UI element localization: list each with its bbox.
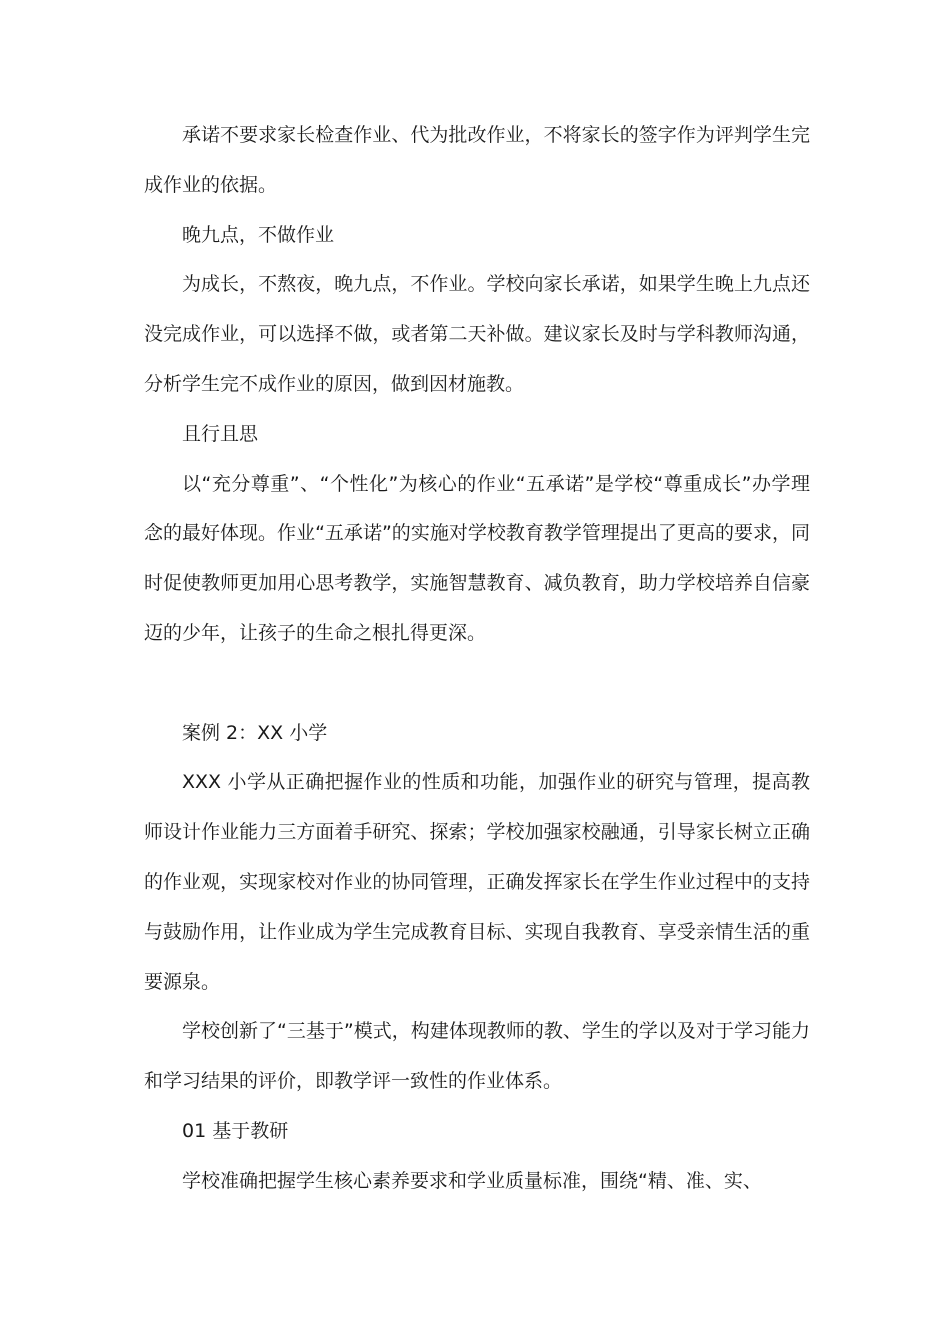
paragraph-reflection: 以“充分尊重”、“个性化”为核心的作业“五承诺”是学校“尊重成长”办学理念的最好体现。作业“五承诺”的实施对学校教育教学管理提出了更高的要求，同时促使教师更加用心思考教学，实施智慧教育、减负教育，助力学校培养自信豪迈的少年，让孩子的生命之根扎得更深。 [144,472,810,644]
heading-01-teaching-research: 01 基于教研 [182,1119,289,1142]
heading-case-2: 案例 2：XX 小学 [182,721,328,744]
blank-line [144,659,810,709]
paragraph-teaching-research: 学校准确把握学生核心素养要求和学业质量标准，围绕“精、准、实、 [182,1169,762,1192]
paragraph-three-basis-model: 学校创新了“三基于”模式，构建体现教师的教、学生的学以及对于学习能力和学习结果的评价，即教学评一致性的作业体系。 [144,1020,810,1093]
document-body [144,111,810,1207]
paragraph-case-2-intro: XXX 小学从正确把握作业的性质和功能，加强作业的研究与管理，提高教师设计作业能力三方面着手研究、探索；学校加强家校融通，引导家长树立正确的作业观，实现家校对作业的协同管理，正确发挥家长在学生作业过程中的支持与鼓励作用，让作业成为学生完成教育目标、实现自我教育、享受亲情生活的重要源泉。 [144,771,810,993]
heading-nine-pm: 晚九点，不做作业 [182,223,335,246]
paragraph-parent-commitment: 承诺不要求家长检查作业、代为批改作业，不将家长的签字作为评判学生完成作业的依据。 [144,124,810,196]
heading-reflection: 且行且思 [182,422,259,445]
paragraph-nine-pm: 为成长，不熬夜，晚九点，不作业。学校向家长承诺，如果学生晚上九点还没完成作业，可以选择不做，或者第二天补做。建议家长及时与学科教师沟通，分析学生完不成作业的原因，做到因材施教。 [144,273,810,395]
